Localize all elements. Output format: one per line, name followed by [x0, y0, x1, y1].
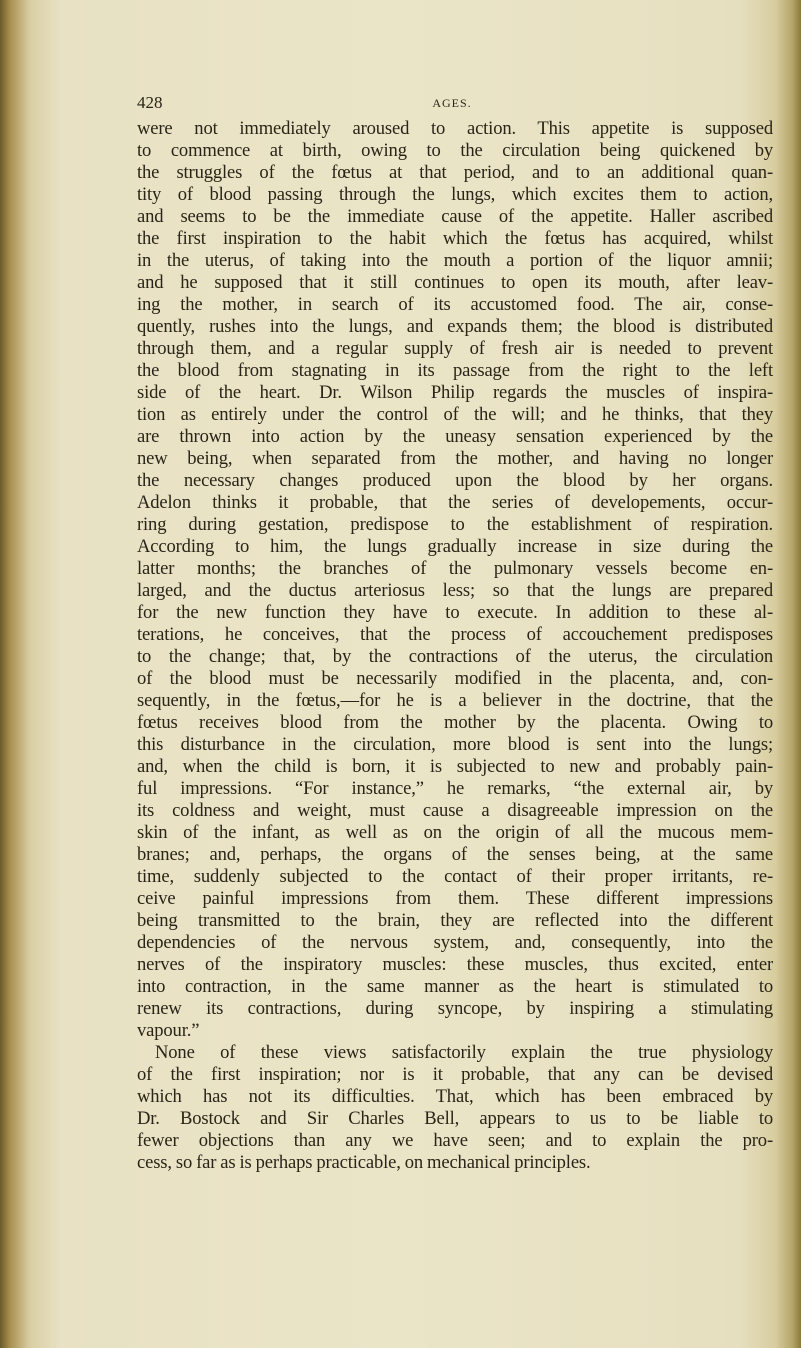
text-line: which has not its difficulties. That, which has been embraced by	[137, 1086, 773, 1107]
text-line: to commence at birth, owing to the circulation being quickened by	[137, 140, 773, 161]
text-line: are thrown into action by the uneasy sensation experienced by the	[137, 426, 773, 447]
text-line: ing the mother, in search of its accustomed food. The air, conse-	[137, 294, 773, 315]
text-line: fewer objections than any we have seen; and to explain the pro-	[137, 1130, 773, 1151]
text-line: were not immediately aroused to action. This appetite is supposed	[137, 118, 773, 139]
text-line: renew its contractions, during syncope, by inspiring a stimulating	[137, 998, 773, 1019]
page-header	[137, 92, 767, 114]
text-line: nerves of the inspiratory muscles: these muscles, thus excited, enter	[137, 954, 773, 975]
text-line: and seems to be the immediate cause of the appetite. Haller ascribed	[137, 206, 773, 227]
text-line: being transmitted to the brain, they are reflected into the different	[137, 910, 773, 931]
text-line: terations, he conceives, that the process of accouchement predisposes	[137, 624, 773, 645]
text-line: dependencies of the nervous system, and, consequently, into the	[137, 932, 773, 953]
page-body-text	[137, 118, 773, 1174]
text-line: latter months; the branches of the pulmonary vessels become en-	[137, 558, 773, 579]
text-line: in the uterus, of taking into the mouth a portion of the liquor amnii;	[137, 250, 773, 271]
running-title: AGES.	[432, 96, 472, 110]
text-line: into contraction, in the same manner as the heart is stimulated to	[137, 976, 773, 997]
text-line: ring during gestation, predispose to the establishment of respiration.	[137, 514, 773, 535]
text-line: larged, and the ductus arteriosus less; so that the lungs are prepared	[137, 580, 773, 601]
text-line: vapour.”	[137, 1020, 200, 1041]
text-line: the necessary changes produced upon the blood by her organs.	[137, 470, 773, 491]
text-line: fœtus receives blood from the mother by the placenta. Owing to	[137, 712, 773, 733]
text-line: Adelon thinks it probable, that the series of developements, occur-	[137, 492, 773, 513]
text-line: ceive painful impressions from them. These different impressions	[137, 888, 773, 909]
text-line: new being, when separated from the mother, and having no longer	[137, 448, 773, 469]
text-line: the first inspiration to the habit which the fœtus has acquired, whilst	[137, 228, 773, 249]
text-line: for the new function they have to execute. In addition to these al-	[137, 602, 773, 623]
text-line: its coldness and weight, must cause a disagreeable impression on the	[137, 800, 773, 821]
text-line: and, when the child is born, it is subjected to new and probably pain-	[137, 756, 773, 777]
text-line: None of these views satisfactorily explain the true physiology	[155, 1042, 773, 1063]
text-line: this disturbance in the circulation, more blood is sent into the lungs;	[137, 734, 773, 755]
text-line: branes; and, perhaps, the organs of the senses being, at the same	[137, 844, 773, 865]
text-line: quently, rushes into the lungs, and expands them; the blood is distributed	[137, 316, 773, 337]
text-line: tity of blood passing through the lungs, which excites them to action,	[137, 184, 773, 205]
text-line: According to him, the lungs gradually increase in size during the	[137, 536, 773, 557]
text-line: through them, and a regular supply of fresh air is needed to prevent	[137, 338, 773, 359]
text-line: sequently, in the fœtus,—for he is a believer in the doctrine, that the	[137, 690, 773, 711]
text-line: Dr. Bostock and Sir Charles Bell, appears to us to be liable to	[137, 1108, 773, 1129]
text-line: cess, so far as is perhaps practicable, on mechanical principles.	[137, 1152, 591, 1173]
text-line: skin of the infant, as well as on the origin of all the mucous mem-	[137, 822, 773, 843]
text-line: of the blood must be necessarily modified in the placenta, and, con-	[137, 668, 773, 689]
text-line: and he supposed that it still continues to open its mouth, after leav-	[137, 272, 773, 293]
text-line: the blood from stagnating in its passage from the right to the left	[137, 360, 773, 381]
text-line: tion as entirely under the control of the will; and he thinks, that they	[137, 404, 773, 425]
page-number: 428	[137, 93, 163, 112]
text-line: of the first inspiration; nor is it probable, that any can be devised	[137, 1064, 773, 1085]
text-line: side of the heart. Dr. Wilson Philip regards the muscles of inspira-	[137, 382, 773, 403]
text-line: to the change; that, by the contractions of the uterus, the circulation	[137, 646, 773, 667]
text-line: ful impressions. “For instance,” he remarks, “the external air, by	[137, 778, 773, 799]
text-line: time, suddenly subjected to the contact of their proper irritants, re-	[137, 866, 773, 887]
text-line: the struggles of the fœtus at that period, and to an additional quan-	[137, 162, 773, 183]
